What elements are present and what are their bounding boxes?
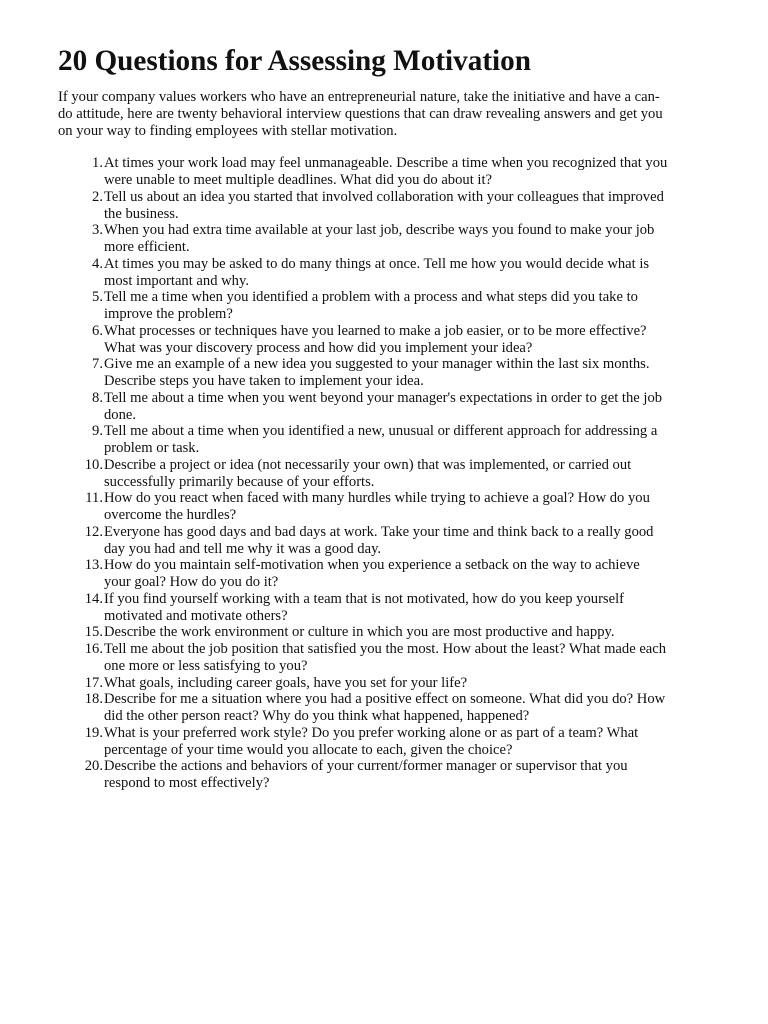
question-number: 16. [84, 641, 103, 657]
intro-paragraph [58, 89, 706, 139]
question-line: did the other person react? Why do you think what happened, happened? [104, 708, 530, 724]
question-number: 8. [92, 389, 103, 406]
intro-line: on your way to finding employees with stellar motivation. [58, 122, 398, 139]
question-number: 1. [92, 155, 103, 172]
question-number: 19. [84, 724, 103, 741]
question-line: more efficient. [104, 239, 190, 255]
question-line: were unable to meet multiple deadlines. What did you do about it? [104, 172, 492, 188]
question-line: respond to most effectively? [104, 775, 270, 791]
question-text [104, 490, 707, 524]
question-text [104, 423, 707, 457]
question-text [104, 758, 707, 792]
question-number: 11. [85, 490, 103, 507]
question-line: Tell me a time when you identified a problem with a process and what steps did you take to [104, 289, 638, 306]
question-item-20 [58, 758, 708, 792]
intro-line: If your company values workers who have an entrepreneurial nature, take the initiative and have a can- [58, 89, 660, 105]
question-item-10 [58, 457, 708, 491]
question-number: 10. [84, 456, 103, 473]
question-line: Tell me about a time when you identified a new, unusual or different approach for addressing a [104, 423, 658, 440]
question-line: Describe the work environment or culture in which you are most productive and happy. [104, 624, 615, 641]
question-number: 6. [92, 322, 103, 339]
question-item-9 [58, 423, 708, 457]
question-line: your goal? How do you do it? [104, 574, 279, 590]
question-line: Tell me about the job position that satisfied you the most. How about the least? What made each [104, 641, 667, 657]
question-text [104, 524, 707, 558]
question-number: 12. [84, 523, 103, 540]
question-line: day you had and tell me why it was a good day. [104, 540, 382, 557]
intro-line: do attitude, here are twenty behavioral interview questions that can draw revealing answers and get you [58, 105, 663, 122]
question-line: Describe the actions and behaviors of your current/former manager or supervisor that you [104, 758, 628, 775]
question-item-13 [58, 557, 708, 591]
question-number: 9. [92, 423, 103, 440]
question-text [104, 222, 707, 256]
question-text [104, 641, 707, 675]
question-text [104, 691, 707, 725]
question-text [104, 289, 707, 323]
question-item-18 [58, 691, 708, 725]
question-item-3 [58, 222, 708, 256]
question-line: Describe for me a situation where you had a positive effect on someone. What did you do? How [104, 691, 666, 708]
question-number: 20. [84, 758, 103, 775]
question-item-7 [58, 356, 708, 390]
question-number: 4. [92, 255, 103, 272]
question-number: 15. [84, 624, 103, 641]
question-number: 5. [92, 289, 103, 306]
question-text [104, 356, 707, 390]
question-line: At times your work load may feel unmanageable. Describe a time when you recognized that you [104, 155, 668, 172]
question-line: Give me an example of a new idea you suggested to your manager within the last six months. [104, 356, 650, 373]
question-line: How do you react when faced with many hurdles while trying to achieve a goal? How do you [104, 490, 650, 507]
question-number: 18. [84, 691, 103, 708]
question-item-8 [58, 390, 708, 424]
question-line: Tell us about an idea you started that involved collaboration with your colleagues that improved [104, 188, 664, 205]
question-line: percentage of your time would you allocate to each, given the choice? [104, 741, 513, 758]
question-text [104, 591, 707, 625]
question-item-5 [58, 289, 708, 323]
question-item-16 [58, 641, 708, 675]
question-line: What is your preferred work style? Do you prefer working alone or as part of a team? What [104, 724, 639, 741]
question-number: 3. [92, 222, 103, 239]
question-line: improve the problem? [104, 306, 233, 322]
question-line: motivated and motivate others? [104, 607, 288, 624]
question-text [104, 624, 707, 641]
question-line: How do you maintain self-motivation when you experience a setback on the way to achieve [104, 557, 640, 574]
question-line: Describe a project or idea (not necessarily your own) that was implemented, or carried out [104, 456, 632, 473]
question-number: 7. [92, 356, 103, 373]
question-item-6 [58, 323, 708, 357]
question-line: Describe steps you have taken to implement your idea. [104, 373, 424, 389]
question-text [104, 725, 707, 759]
question-number: 17. [84, 674, 103, 691]
question-text [104, 323, 707, 357]
question-line: Tell me about a time when you went beyond your manager's expectations in order to get the job [104, 389, 663, 406]
question-line: done. [104, 406, 137, 423]
question-line: the business. [104, 205, 179, 222]
question-item-4 [58, 256, 708, 290]
question-line: overcome the hurdles? [104, 507, 237, 523]
question-line: At times you may be asked to do many things at once. Tell me how you would decide what is [104, 255, 650, 272]
question-line: most important and why. [104, 272, 249, 289]
question-text [104, 390, 707, 424]
question-number: 14. [84, 590, 103, 607]
question-line: problem or task. [104, 440, 200, 456]
question-line: one more or less satisfying to you? [104, 657, 308, 674]
question-text [104, 557, 707, 591]
question-item-12 [58, 524, 708, 558]
document-page [58, 45, 708, 792]
question-list [58, 155, 708, 792]
question-number: 2. [92, 188, 103, 205]
question-item-1 [58, 155, 708, 189]
question-line: When you had extra time available at your last job, describe ways you found to make your job [104, 222, 655, 239]
question-item-2 [58, 189, 708, 223]
question-line: What goals, including career goals, have you set for your life? [104, 674, 468, 691]
question-line: If you find yourself working with a team that is not motivated, how do you keep yourself [104, 590, 625, 607]
question-item-11 [58, 490, 708, 524]
question-text [104, 457, 707, 491]
question-item-19 [58, 725, 708, 759]
document-title: 20 Questions for Assessing Motivation [58, 45, 531, 77]
question-line: What processes or techniques have you learned to make a job easier, or to be more effective? [104, 322, 647, 339]
question-line: What was your discovery process and how did you implement your idea? [104, 339, 533, 356]
question-item-15 [58, 624, 708, 641]
question-text [104, 155, 707, 189]
question-text [104, 256, 707, 290]
question-line: Everyone has good days and bad days at work. Take your time and think back to a really good [104, 523, 654, 540]
question-text [104, 675, 707, 692]
question-item-14 [58, 591, 708, 625]
question-text [104, 189, 707, 223]
question-line: successfully primarily because of your efforts. [104, 473, 375, 490]
question-item-17 [58, 675, 708, 692]
question-number: 13. [84, 557, 103, 574]
